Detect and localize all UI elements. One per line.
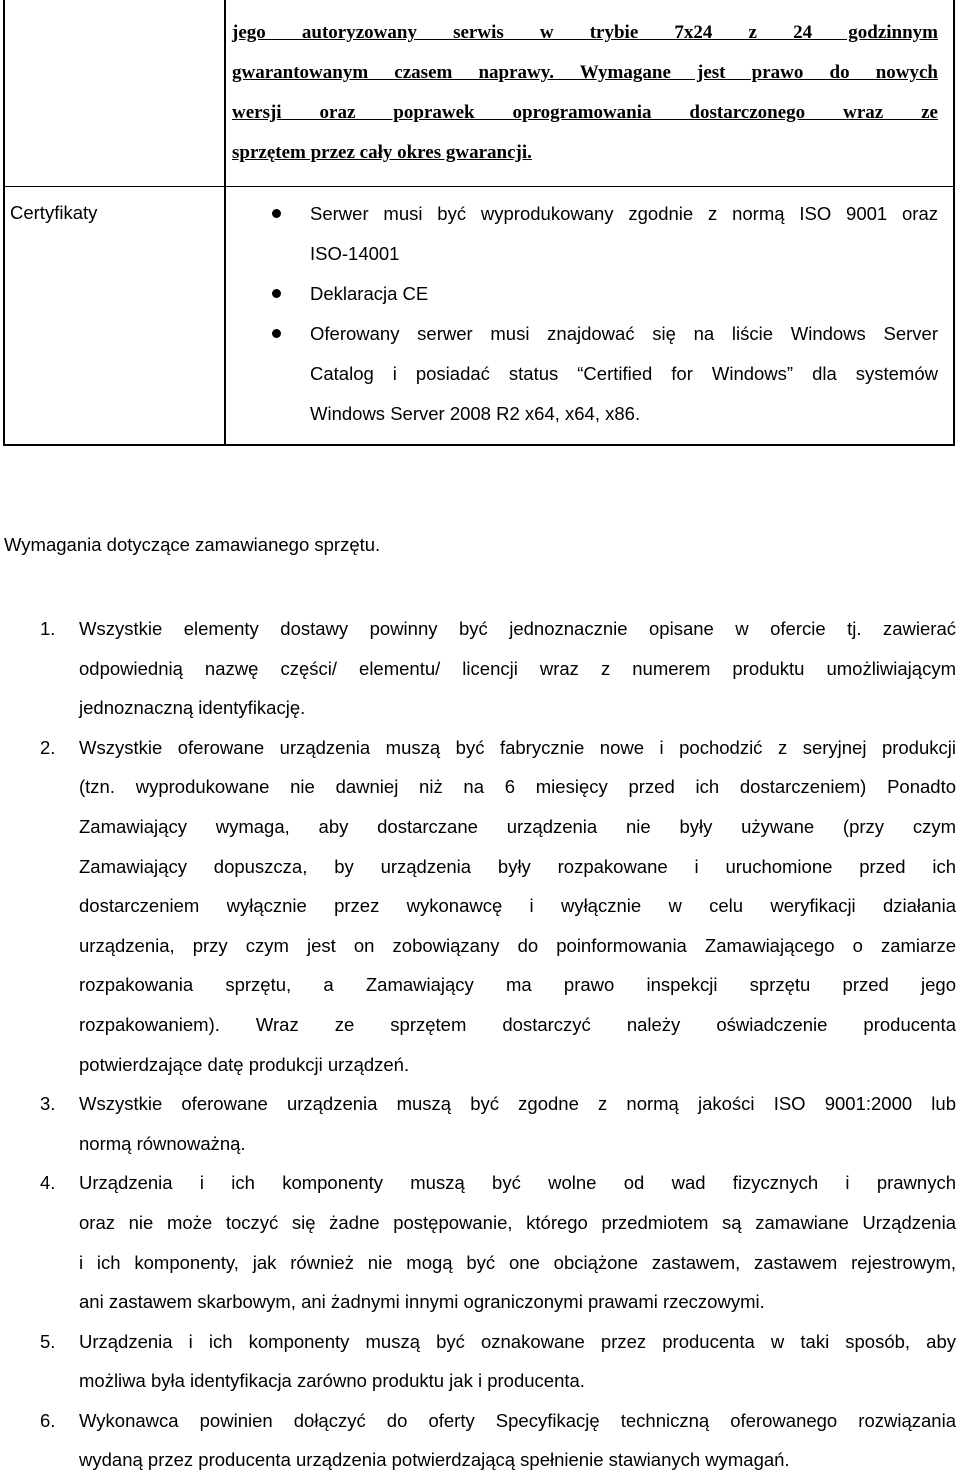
warranty-line: sprzętem przez cały okres gwarancji. — [232, 142, 532, 163]
requirement-text — [79, 1163, 956, 1321]
certificate-item — [270, 314, 938, 434]
requirement-line: rozpakowaniem). Wraz ze sprzętem dostarczyć należy oświadczenie producenta — [79, 1013, 956, 1035]
requirement-line: Zamawiający dopuszcza, by urządzenia były rozpakowane i uruchomione przed ich — [79, 855, 956, 877]
certificate-line: Serwer musi być wyprodukowany zgodnie z normą ISO 9001 oraz — [310, 203, 938, 224]
requirement-text — [79, 609, 956, 728]
requirement-number: 2. — [40, 736, 56, 758]
requirement-line: jednoznaczną identyfikację. — [79, 697, 306, 719]
requirement-line: dostarczeniem wyłącznie przez wykonawcę i wyłącznie w celu weryfikacji działania — [79, 895, 956, 917]
certificate-line: ISO-14001 — [310, 243, 400, 264]
warranty-line: gwarantowanym czasem naprawy. Wymagane jest prawo do nowych — [232, 62, 938, 83]
requirements-list — [40, 609, 956, 1480]
requirement-text — [79, 728, 956, 1084]
requirement-text — [79, 1401, 956, 1480]
bullet-icon — [272, 289, 281, 298]
requirement-line: ani zastawem skarbowym, ani żadnymi innymi ograniczonymi prawami rzeczowymi. — [79, 1291, 765, 1313]
certificate-line: Oferowany serwer musi znajdować się na liście Windows Server — [310, 323, 938, 344]
certificate-item — [270, 194, 938, 274]
warranty-line: wersji oraz poprawek oprogramowania dostarczonego wraz ze — [232, 102, 938, 123]
certificate-line: Deklaracja CE — [310, 283, 429, 304]
requirements-title: Wymagania dotyczące zamawianego sprzętu. — [4, 534, 381, 555]
requirement-line: Wszystkie oferowane urządzenia muszą być fabrycznie nowe i pochodzić z seryjnej produkcji — [79, 736, 956, 758]
requirement-line: potwierdzające datę produkcji urządzeń. — [79, 1053, 410, 1075]
warranty-line: jego autoryzowany serwis w trybie 7x24 z 24 godzinnym — [232, 22, 938, 43]
certificate-line: Windows Server 2008 R2 x64, x64, x86. — [310, 403, 641, 424]
requirement-item — [40, 1401, 956, 1480]
requirement-number: 5. — [40, 1330, 56, 1352]
bullet-icon — [272, 209, 281, 218]
requirement-line: odpowiednią nazwę części/ elementu/ licencji wraz z numerem produktu umożliwiającym — [79, 657, 956, 679]
requirement-item — [40, 1322, 956, 1401]
requirement-number: 4. — [40, 1172, 56, 1194]
bullet-icon — [272, 329, 281, 338]
requirement-line: normą równoważną. — [79, 1132, 246, 1154]
requirement-number: 1. — [40, 618, 56, 639]
requirement-line: urządzenia, przy czym jest on zobowiązany do poinformowania Zamawiającego o zamiarze — [79, 934, 956, 956]
requirement-line: Urządzenia i ich komponenty muszą być wolne od wad fizycznych i prawnych — [79, 1172, 956, 1194]
requirement-number: 3. — [40, 1093, 56, 1115]
requirement-item — [40, 1084, 956, 1163]
requirement-item — [40, 728, 956, 1084]
certificate-item — [270, 274, 938, 314]
requirement-line: Wykonawca powinien dołączyć do oferty Specyfikację techniczną oferowanego rozwiązania — [79, 1409, 956, 1431]
warranty-cell-text — [232, 13, 938, 173]
certificates-list — [270, 194, 938, 434]
requirement-text — [79, 1322, 956, 1401]
requirement-line: rozpakowania sprzętu, a Zamawiający ma prawo inspekcji sprzętu przed jego — [79, 974, 956, 996]
requirement-line: i ich komponenty, jak również nie mogą być one obciążone zastawem, zastawem rejestrowym, — [79, 1251, 956, 1273]
certificate-line: Catalog i posiadać status “Certified for Windows” dla systemów — [310, 363, 938, 384]
requirement-line: wydaną przez producenta urządzenia potwierdzającą spełnienie stawianych wymagań. — [79, 1449, 790, 1471]
requirement-line: (tzn. wyprodukowane nie dawniej niż na 6 miesięcy przed ich dostarczeniem) Ponadto — [79, 776, 956, 798]
requirement-item — [40, 1163, 956, 1321]
requirement-line: Wszystkie elementy dostawy powinny być jednoznacznie opisane w ofercie tj. zawierać — [79, 618, 956, 639]
requirement-line: możliwa była identyfikacja zarówno produktu jak i producenta. — [79, 1370, 585, 1392]
table-row-divider — [5, 186, 953, 187]
requirement-line: Zamawiający wymaga, aby dostarczane urządzenia nie były używane (przy czym — [79, 815, 956, 837]
requirement-text — [79, 1084, 956, 1163]
requirement-line: Wszystkie oferowane urządzenia muszą być zgodne z normą jakości ISO 9001:2000 lub — [79, 1093, 956, 1115]
requirement-line: Urządzenia i ich komponenty muszą być oznakowane przez producenta w taki sposób, aby — [79, 1330, 956, 1352]
requirement-number: 6. — [40, 1409, 56, 1431]
table-column-divider — [224, 0, 226, 444]
requirement-item — [40, 609, 956, 728]
certificates-label: Certyfikaty — [10, 202, 98, 223]
requirement-line: oraz nie może toczyć się żadne postępowanie, którego przedmiotem są zamawiane Urządzenia — [79, 1211, 956, 1233]
